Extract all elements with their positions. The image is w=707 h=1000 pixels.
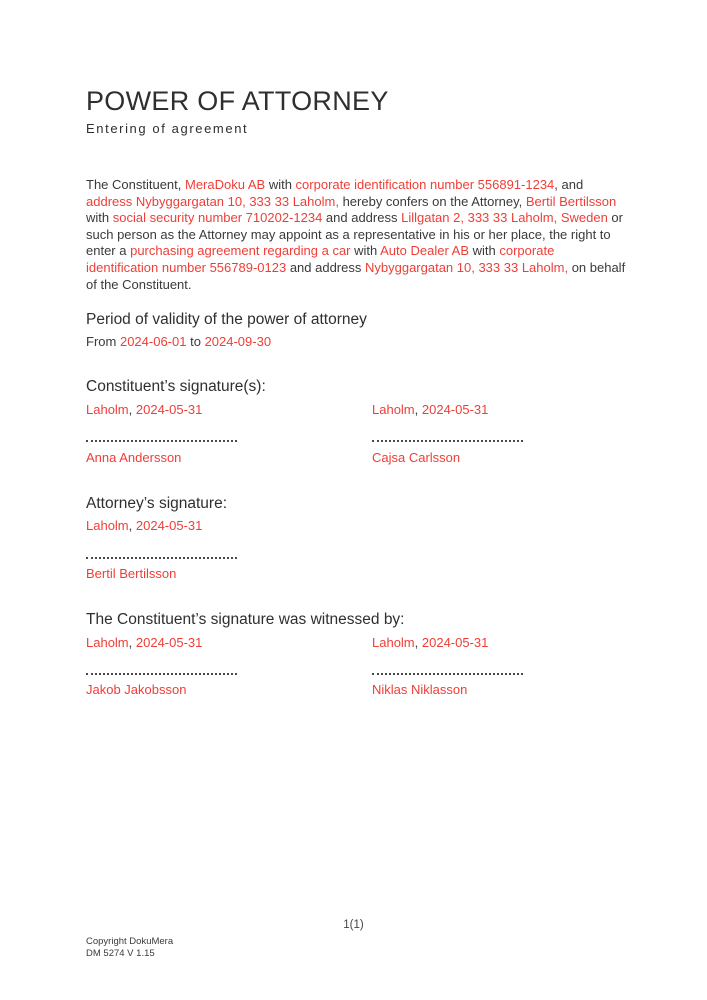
signature-date: 2024-05-31 [135, 635, 203, 650]
from-label: From [86, 334, 117, 349]
text-segment: on behalf of the Constituent. [86, 259, 626, 292]
place-date-line [86, 402, 202, 417]
attorney-ssn: social security number 710202-1234 [112, 210, 323, 226]
place-date-line [86, 635, 202, 650]
comma: , [414, 402, 419, 417]
validity-heading: Period of validity of the power of attorney [86, 311, 367, 328]
counterparty-name: Auto Dealer AB [380, 243, 470, 259]
signature-dotted-line [86, 673, 237, 675]
signature-dotted-line [86, 440, 237, 442]
text-segment: hereby confers on the Attorney, [338, 193, 526, 209]
signatory-name: Bertil Bertilsson [86, 566, 177, 581]
signatory-name: Anna Andersson [86, 450, 182, 465]
place-date-line [372, 402, 488, 417]
text-segment: and address [322, 210, 402, 226]
comma: , [128, 518, 133, 533]
signature-place: Laholm [86, 402, 129, 417]
document-version: DM 5274 V 1.15 [86, 947, 155, 959]
constituent-org-number: corporate identification number 556891-1234 [295, 177, 555, 192]
to-label: to [190, 334, 201, 349]
text-segment: with [469, 243, 500, 259]
place-date-line [372, 635, 488, 650]
attorney-address: Lillgatan 2, 333 33 Laholm, Sweden [401, 210, 608, 226]
signature-place: Laholm [86, 518, 129, 533]
constituent-name: MeraDoku AB [185, 177, 266, 192]
text-segment: or such person as the Attorney may appoint as a representative in his or her place, the right to enter a [86, 210, 623, 259]
signature-dotted-line [372, 440, 523, 442]
signature-place: Laholm [372, 402, 415, 417]
constituent-signature-heading: Constituent’s signature(s): [86, 378, 266, 395]
copyright-block [86, 936, 173, 959]
text-segment: with [350, 243, 381, 259]
validity-to-date: 2024-09-30 [204, 334, 272, 349]
place-date-line [86, 518, 202, 533]
signature-dotted-line [86, 557, 237, 559]
comma: , [414, 635, 419, 650]
signature-date: 2024-05-31 [135, 518, 203, 533]
signature-place: Laholm [372, 635, 415, 650]
signature-place: Laholm [86, 635, 129, 650]
signature-dotted-line [372, 673, 523, 675]
text-segment: , and [554, 177, 584, 192]
page-number: 1(1) [343, 919, 364, 931]
witness-name: Jakob Jakobsson [86, 682, 187, 697]
page-subtitle: Entering of agreement [86, 121, 249, 136]
attorney-name: Bertil Bertilsson [525, 193, 617, 209]
comma: , [128, 402, 133, 417]
page-title: POWER OF ATTORNEY [86, 86, 389, 116]
validity-from-date: 2024-06-01 [119, 334, 187, 349]
copyright-line: Copyright DokuMera [86, 936, 174, 947]
counterparty-address: Nybyggargatan 10, 333 33 Laholm, [364, 259, 569, 275]
signature-date: 2024-05-31 [421, 402, 489, 417]
witness-heading: The Constituent’s signature was witnessed by: [86, 611, 405, 628]
signature-date: 2024-05-31 [421, 635, 489, 650]
constituent-address: address Nybyggargatan 10, 333 33 Laholm, [86, 193, 339, 209]
attorney-signature-heading: Attorney’s signature: [86, 495, 228, 512]
text-segment: The Constituent, [86, 177, 185, 192]
signatory-name: Cajsa Carlsson [372, 450, 461, 465]
validity-period [86, 334, 271, 349]
agreement-subject: purchasing agreement regarding a car [130, 243, 351, 259]
signature-date: 2024-05-31 [135, 402, 203, 417]
text-segment: with [265, 177, 296, 192]
text-segment: with [86, 210, 113, 226]
text-segment: and address [286, 259, 365, 275]
witness-name: Niklas Niklasson [372, 682, 468, 697]
body-paragraph [86, 177, 627, 293]
comma: , [128, 635, 133, 650]
counterparty-org-number: corporate identification number 556789-0123 [86, 243, 555, 275]
